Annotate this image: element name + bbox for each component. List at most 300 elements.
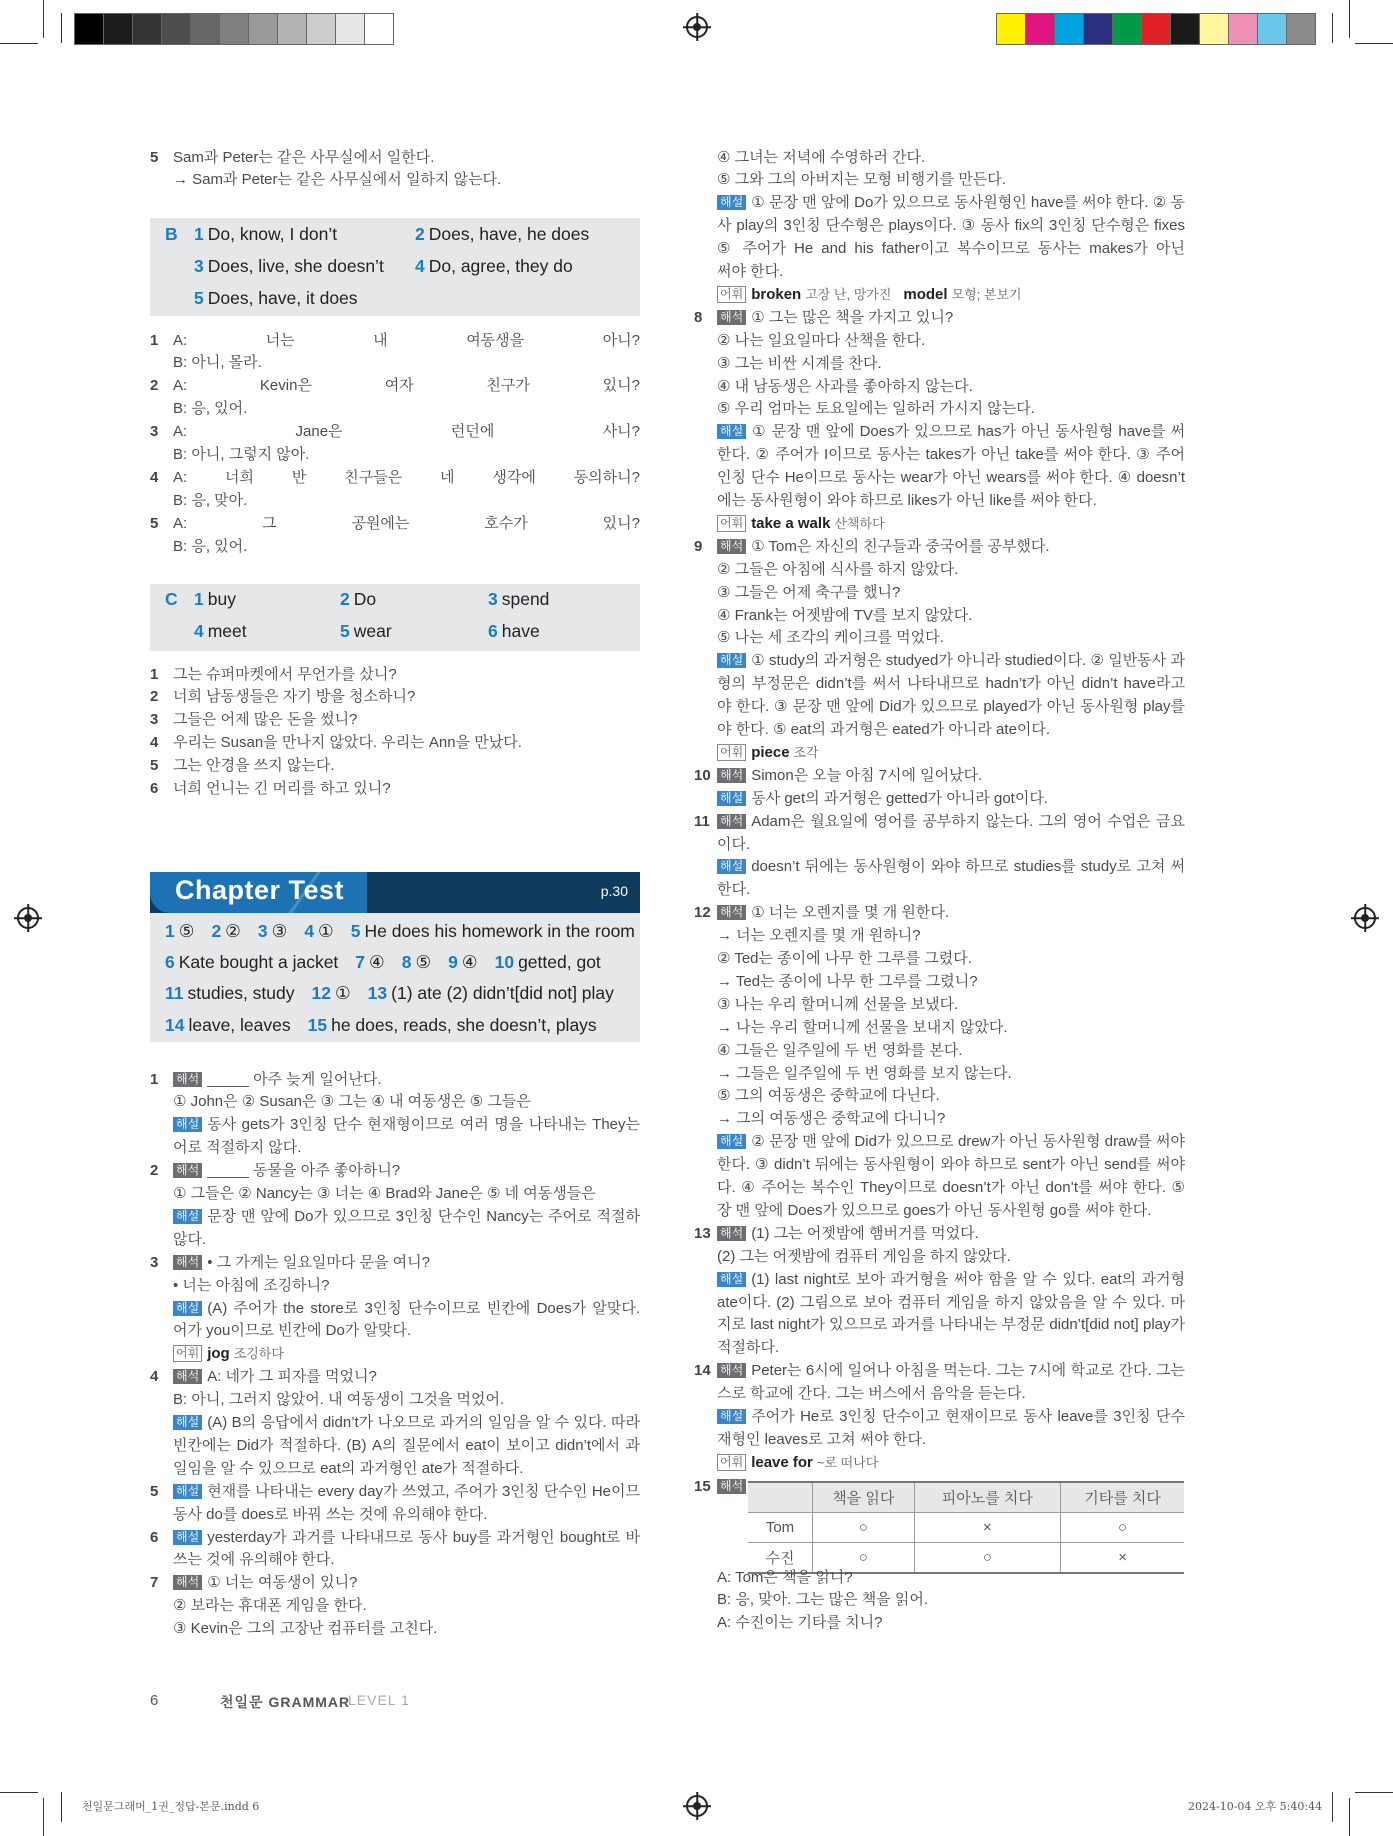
text-line (150, 1527, 640, 1550)
text-line (694, 696, 1185, 719)
text-line (694, 673, 1185, 696)
text-line (694, 559, 1185, 582)
line-text: ⑤ 나는 세 조각의 케이크를 먹었다. (717, 629, 944, 647)
crop-mark (61, 13, 62, 43)
answer-number: 15 (307, 1014, 328, 1035)
translation-tag: 해석 (717, 1226, 746, 1241)
text-line (694, 1154, 1185, 1177)
line-text: Peter는 6시에 일어나 아침을 먹는다. 그는 7시에 학교로 간다. 그는 (751, 1362, 1185, 1380)
text-line (694, 1108, 1185, 1131)
answer (165, 983, 295, 1003)
line-text: ⑤ 그와 그의 아버지는 모형 비행기를 만든다. (717, 171, 1006, 189)
line-text: 너희 남동생들은 자기 방을 청소하니? (173, 688, 416, 706)
line-text: → 그들은 일주일에 두 번 영화를 보지 않는다. (717, 1064, 1012, 1082)
answer-number: 7 (355, 952, 366, 973)
answer (308, 1015, 597, 1035)
line-text: ② Ted는 종이에 나무 한 그루를 그렸다. (717, 950, 972, 968)
line-text: ① 문장 맨 앞에 Do가 있으므로 동사원형인 have를 써야 한다. ② 동 (751, 194, 1185, 212)
answer (194, 589, 236, 610)
answer-text: getted, got (518, 952, 601, 973)
text-line (694, 215, 1185, 238)
crop-mark (1332, 1792, 1333, 1822)
explanation-tag: 해설 (717, 195, 746, 210)
answer (415, 256, 573, 277)
item-number: 3 (150, 1253, 159, 1271)
explanation-tag: 해설 (717, 1409, 746, 1424)
line-text: 빈칸에는 Did가 적절하다. (B) A의 질문에서 eat이 보이고 didn’t에서 과 (173, 1436, 640, 1454)
crop-mark (1349, 1798, 1350, 1836)
line-text: ③ 나는 우리 할머니께 선물을 보냈다. (717, 995, 959, 1013)
color-swatch (1258, 14, 1287, 44)
answer-text: Do, know, I don’t (207, 224, 338, 244)
answer (415, 224, 589, 245)
text-line (150, 1114, 640, 1137)
answer-number: 5 (194, 288, 204, 308)
line-text: ② 보라는 휴대폰 게임을 한다. (173, 1597, 367, 1615)
answer-text: He does his homework in the room (364, 921, 635, 941)
vocab-gloss: 조깅하다 (233, 1346, 284, 1362)
text-line (150, 1206, 640, 1229)
line-text: ① 너는 여동생이 있니? (207, 1574, 358, 1592)
line-text: ⑤ 우리 엄마는 토요일에는 일하러 가시지 않는다. (717, 400, 1035, 418)
answer-text: studies, study (187, 983, 295, 1004)
answer (448, 952, 477, 972)
text-line (150, 467, 640, 490)
translation-tag: 해석 (717, 905, 746, 920)
text-line (150, 1252, 640, 1275)
color-swatch (1229, 14, 1258, 44)
line-text: 현재를 나타내는 every day가 쓰였고, 주어가 3인칭 단수인 He이므 (207, 1482, 640, 1500)
text-line (694, 627, 1185, 650)
answer (194, 621, 247, 642)
text-line (694, 376, 1185, 399)
translation-tag: 해석 (173, 1575, 202, 1590)
answer-text: (1) ate (2) didn’t[did not] play (391, 983, 614, 1004)
answer-text: Kate bought a jacket (178, 952, 339, 973)
text-line (694, 1017, 1185, 1040)
text-line (150, 1595, 640, 1618)
text-line (150, 1435, 640, 1458)
translation-tag: 해석 (717, 310, 746, 325)
answer (165, 921, 194, 941)
color-swatch (1200, 14, 1229, 44)
explanation-tag: 해설 (717, 1134, 746, 1149)
line-text: 지로 last night가 있으므로 과거를 나타내는 부정문 didn’t[did not] play가 (717, 1316, 1185, 1334)
line-text: ④ Frank는 어젯밤에 TV를 보지 않았다. (717, 606, 973, 624)
line-text: 동사 gets가 3인칭 단수 현재형이므로 여러 명을 나타내는 They는 (207, 1116, 640, 1134)
answer-row (165, 921, 652, 942)
translation-tag: 해석 (717, 1363, 746, 1378)
explanation-tag: 해설 (173, 1415, 202, 1430)
vocabulary-tag: 어휘 (717, 286, 746, 303)
answer-number: 14 (165, 1014, 185, 1035)
line-text: (2) 그는 어젯밤에 컴퓨터 게임을 하지 않았다. (717, 1247, 1011, 1265)
text-line (150, 1298, 640, 1321)
item-number: 1 (150, 1070, 159, 1088)
table-row (748, 1513, 1184, 1543)
answer-text: ④ (461, 952, 478, 973)
registration-mark-icon (686, 16, 708, 38)
item-number: 13 (694, 1224, 711, 1242)
registration-mark-icon (1354, 907, 1376, 929)
answer-text: spend (501, 589, 550, 609)
text-line (694, 1063, 1185, 1086)
line-text: 장 맨 앞에 Does가 있으므로 goes가 아닌 동사원형 go를 써야 한다. (717, 1201, 1152, 1219)
answer-number: 1 (194, 589, 204, 609)
grayscale-swatch (75, 14, 104, 44)
answer (495, 952, 601, 972)
answer-number: 3 (488, 589, 498, 609)
text-line (150, 664, 640, 687)
line-text: A: 너희 반 친구들은 네 생각에 동의하니? (173, 468, 640, 486)
answer-text: Do (353, 589, 377, 609)
answer-number: 6 (488, 621, 498, 641)
text-line (150, 1481, 640, 1504)
line-text: 이다. (717, 835, 751, 853)
line-text: ① Tom은 자신의 친구들과 중국어를 공부했다. (751, 537, 1050, 555)
grayscale-swatch (191, 14, 220, 44)
text-line (150, 755, 640, 778)
text-line (694, 444, 1185, 467)
line-text: ate이다. (2) 그림으로 보아 컴퓨터 게임을 하지 않았음을 알 수 있다. 마 (717, 1293, 1185, 1311)
text-line (694, 605, 1185, 628)
vocab-word: piece (751, 743, 790, 761)
line-text: 다. ④ 주어는 복수인 They이므로 doesn’t가 아닌 don’t를 써야 한다. ⑤ (717, 1179, 1185, 1197)
translation-tag: 해석 (717, 814, 746, 829)
line-text: 그는 슈퍼마켓에서 무언가를 샀니? (173, 665, 397, 683)
book-level: LEVEL 1 (348, 1692, 410, 1708)
text-line (150, 732, 640, 755)
table-cell: × (914, 1513, 1061, 1543)
answer (402, 952, 431, 972)
text-line (694, 1337, 1185, 1360)
color-swatch (1055, 14, 1084, 44)
row-label: 수진 (748, 1543, 813, 1574)
text-line (694, 765, 1185, 788)
line-text: ④ 그들은 일주일에 두 번 영화를 본다. (717, 1041, 963, 1059)
answer-text: Do, agree, they do (428, 256, 573, 276)
section-letter: B (165, 224, 178, 244)
text-line (694, 1131, 1185, 1154)
activity-table (748, 1481, 1184, 1574)
line-text: → Ted는 종이에 나무 한 그루를 그렸니? (717, 972, 978, 990)
explanation-tag: 해설 (173, 1301, 202, 1316)
line-text: 너희 언니는 긴 머리를 하고 있니? (173, 780, 391, 798)
text-line (694, 353, 1185, 376)
translation-tag: 해석 (173, 1163, 202, 1178)
line-text: (1) last night로 보아 과거형을 써야 함을 알 수 있다. eat의 과거형 (751, 1270, 1185, 1288)
answer-number: 1 (194, 224, 204, 244)
line-text: 야 한다. ③ 문장 맨 앞에 Did가 있으므로 played가 아닌 동사원형 play를 (717, 698, 1185, 716)
item-number: 1 (150, 331, 159, 349)
page-reference: p.30 (600, 883, 628, 899)
exercise-c-translations (150, 664, 640, 801)
text-line (694, 330, 1185, 353)
item-number: 10 (694, 766, 711, 784)
dialogue-line: A: Tom은 책을 읽니? (717, 1568, 853, 1586)
translation-tag: 해석 (717, 1479, 746, 1494)
line-text: Simon은 오늘 아침 7시에 일어났다. (751, 766, 983, 784)
explanation-tag: 해설 (717, 859, 746, 874)
item-number: 6 (150, 1528, 159, 1546)
text-line (150, 1069, 640, 1092)
grayscale-swatch (162, 14, 191, 44)
line-text: ① 너는 오렌지를 몇 개 원한다. (751, 904, 950, 922)
text-line (150, 169, 640, 192)
vocab-gloss: ~로 떠나다 (816, 1454, 879, 1470)
answer-number: 5 (350, 921, 361, 941)
item-number: 9 (694, 537, 703, 555)
line-text: 재형인 leaves로 고쳐 써야 한다. (717, 1430, 927, 1448)
line-text: 동사 do를 does로 바꿔 쓰는 것에 유의해야 한다. (173, 1505, 488, 1523)
explanation-tag: 해설 (717, 424, 746, 439)
answer-number: 9 (448, 952, 458, 973)
answer (211, 921, 240, 941)
line-text: • 너는 아침에 조깅하니? (173, 1276, 330, 1294)
table-header-row (748, 1482, 1184, 1513)
answer (340, 621, 392, 642)
line-text: ② 나는 일요일마다 산책을 한다. (717, 331, 926, 349)
explanation-tag: 해설 (173, 1530, 202, 1545)
item-15-label (694, 1476, 754, 1499)
answer (304, 921, 333, 941)
color-swatch (1287, 14, 1315, 44)
answer-number: 3 (194, 256, 204, 276)
answer (258, 921, 287, 941)
book-title: 천일문 GRAMMAR (220, 1694, 351, 1710)
line-text: → 그의 여동생은 중학교에 다니니? (717, 1110, 946, 1128)
explanation-tag: 해설 (717, 653, 746, 668)
text-line (150, 686, 640, 709)
line-text: ① 문장 맨 앞에 Does가 있으므로 has가 아닌 동사원형 have를 써 (751, 423, 1185, 441)
column-header: 피아노를 치다 (914, 1482, 1061, 1513)
line-text: 한다. ② 주어가 I이므로 동사는 takes가 아닌 take를 써야 한다. ③ 주어 (717, 446, 1185, 464)
answer-text: Does, have, he does (428, 224, 590, 244)
text-line (694, 994, 1185, 1017)
vocabulary-tag: 어휘 (717, 515, 746, 532)
table-cell: ○ (813, 1543, 915, 1574)
answer-text: ③ (271, 921, 288, 941)
line-text: ③ 그는 비싼 시계를 찬다. (717, 354, 882, 372)
text-line (150, 444, 640, 467)
item-number: 5 (150, 148, 159, 166)
item-number: 12 (694, 904, 711, 922)
line-text: ⑤ 주어가 He and his father이고 복수이므로 동사는 makes가 아닌 (717, 240, 1185, 258)
registration-mark-icon (686, 1795, 708, 1817)
answer-text: ⑤ (178, 921, 195, 941)
answer-row (165, 983, 631, 1004)
text-line (150, 1137, 640, 1160)
line-text: ① study의 과거형은 studyed가 아니라 studied이다. ② 일반동사 과 (751, 652, 1185, 670)
text-line (150, 490, 640, 513)
text-line (694, 1429, 1185, 1452)
item-number: 2 (150, 377, 159, 395)
line-text: (A) B의 응답에서 didn’t가 나오므로 과거의 일임을 알 수 있다. 따라 (207, 1414, 640, 1432)
line-text: 한다. ③ didn’t 뒤에는 동사원형이 와야 하므로 sent가 아닌 send를 써야 (717, 1156, 1185, 1174)
slug-filename: 천일문그래머_1권_정답-본문.indd 6 (82, 1800, 260, 1813)
line-text: (A) 주어가 the store로 3인칭 단수이므로 빈칸에 Does가 알맞다. (207, 1299, 640, 1317)
text-line (694, 971, 1185, 994)
line-text: 문장 맨 앞에 Do가 있으므로 3인칭 단수인 Nancy는 주어로 적절하 (207, 1207, 640, 1225)
answer-text: Does, live, she doesn’t (207, 256, 384, 276)
text-line (150, 536, 640, 559)
line-text: 사 play의 3인칭 단수형은 plays이다. ③ 동사 fix의 3인칭 단수형은 fixes (717, 217, 1185, 235)
text-line (694, 1085, 1185, 1108)
line-text: 써야 한다. (717, 262, 784, 280)
text-line (694, 1040, 1185, 1063)
line-text: ③ 그들은 어제 축구를 했니? (717, 583, 901, 601)
item-number: 3 (150, 711, 159, 729)
line-text: Sam과 Peter는 같은 사무실에서 일한다. (173, 148, 435, 166)
line-text: 적절하다. (717, 1339, 780, 1357)
text-line (694, 1223, 1185, 1246)
line-text: 형의 부정문은 didn’t를 써서 나타내므로 hadn’t가 아닌 didn’t have라고 (717, 675, 1185, 693)
item-number: 8 (694, 308, 703, 326)
vocabulary-line (150, 1343, 640, 1366)
line-text: ① 그들은 ② Nancy는 ③ 너는 ④ Brad와 Jane은 ⑤ 네 여동생들은 (173, 1185, 596, 1203)
text-line (150, 709, 640, 732)
line-text: A: 그 공원에는 호수가 있니? (173, 514, 640, 532)
chapter-test-explanations-right (694, 147, 1185, 1475)
vocab-word: jog (207, 1345, 230, 1363)
answer-number: 5 (340, 621, 350, 641)
line-text: 쓰는 것에 유의해야 한다. (173, 1551, 335, 1569)
text-line (694, 1360, 1185, 1383)
vocab-gloss: 고장 난, 망가진 (805, 286, 892, 302)
answer (165, 952, 338, 972)
line-text: → 나는 우리 할머니께 선물을 보내지 않았다. (717, 1018, 1008, 1036)
vocabulary-line (694, 284, 1185, 307)
line-text: ② 문장 맨 앞에 Did가 있으므로 drew가 아닌 동사원형 draw를 써야 (751, 1133, 1185, 1151)
text-line (150, 1275, 640, 1298)
text-line (694, 582, 1185, 605)
answer (368, 983, 614, 1003)
translation-tag: 해석 (717, 768, 746, 783)
crop-mark (1332, 13, 1333, 43)
line-text: B: 아니, 몰라. (173, 354, 262, 372)
text-line (694, 834, 1185, 857)
text-line (150, 513, 640, 536)
line-text: 그들은 어제 많은 돈을 썼니? (173, 711, 358, 729)
row-label: Tom (748, 1513, 813, 1543)
line-text: A: Jane은 런던에 사니? (173, 423, 640, 441)
line-text: 우리는 Susan을 만나지 않았다. 우리는 Ann을 만났다. (173, 734, 522, 752)
answer-number: 4 (415, 256, 425, 276)
slug-timestamp: 2024-10-04 오후 5:40:44 (1188, 1800, 1323, 1813)
color-swatch (1113, 14, 1142, 44)
text-line (694, 925, 1185, 948)
item-number: 15 (694, 1478, 711, 1495)
explanation-tag: 해설 (173, 1484, 202, 1499)
answer (355, 952, 384, 972)
text-line (694, 147, 1185, 170)
line-text: ④ 내 남동생은 사과를 좋아하지 않는다. (717, 377, 973, 395)
line-text: A: Kevin은 여자 친구가 있니? (173, 377, 640, 395)
vocab-gloss: 모형; 본보기 (951, 286, 1022, 302)
line-text: 일임을 알 수 있으므로 eat의 과거형인 ate가 적절하다. (173, 1459, 524, 1477)
answer-number: 10 (494, 952, 515, 973)
page-number: 6 (150, 1692, 159, 1709)
answer-number: 8 (401, 952, 412, 973)
exercise-b-translations (150, 330, 640, 559)
item-number: 4 (150, 468, 159, 486)
grayscale-swatch (336, 14, 365, 44)
color-swatch (1171, 14, 1200, 44)
translation-tag: 해석 (173, 1072, 202, 1087)
crop-mark (1355, 1792, 1393, 1793)
vocabulary-line (694, 1452, 1185, 1475)
table-cell: × (1061, 1543, 1184, 1574)
vocab-word: take a walk (751, 514, 831, 532)
text-line (694, 811, 1185, 834)
answer (194, 288, 358, 309)
answer (194, 256, 384, 277)
text-line (150, 1572, 640, 1595)
text-line (694, 421, 1185, 444)
text-line (150, 1183, 640, 1206)
text-line (150, 1618, 640, 1641)
explanation-tag: 해설 (173, 1209, 202, 1224)
line-text: 어로 적절하지 않다. (173, 1139, 302, 1157)
line-text: ① John은 ② Susan은 ③ 그는 ④ 내 여동생은 ⑤ 그들은 (173, 1093, 531, 1111)
answer-number: 4 (304, 921, 315, 941)
translation-tag: 해석 (717, 539, 746, 554)
item-number: 11 (694, 812, 710, 830)
chapter-test-title: Chapter Test (175, 875, 345, 905)
item-number: 2 (150, 688, 159, 706)
item-number: 2 (150, 1162, 159, 1180)
line-text: B: 응, 있어. (173, 537, 248, 555)
answer-number: 3 (257, 921, 268, 941)
crop-mark (43, 1798, 44, 1836)
grayscale-swatch (220, 14, 249, 44)
text-line (150, 1504, 640, 1527)
text-line (150, 330, 640, 353)
item-number: 14 (694, 1362, 711, 1380)
color-swatch (1084, 14, 1113, 44)
crop-mark (0, 1792, 38, 1793)
text-line (694, 856, 1185, 879)
text-line (694, 1314, 1185, 1337)
dialogue-line: A: 수진이는 기타를 치니? (717, 1614, 883, 1632)
line-text: B: 아니, 그러지 않았어. 내 여동생이 그것을 먹었어. (173, 1391, 505, 1409)
table-cell: ○ (813, 1513, 915, 1543)
line-text: doesn’t 뒤에는 동사원형이 와야 하므로 studies를 study로 고쳐 써 (751, 858, 1185, 876)
answer (165, 1015, 291, 1035)
text-line (694, 902, 1185, 925)
vocab-word: leave for (751, 1453, 813, 1471)
line-text: A: 너는 내 여동생을 아니? (173, 331, 640, 349)
answer-text: ① (318, 921, 334, 941)
answer-text: Does, have, it does (207, 288, 358, 308)
registration-mark-icon (17, 907, 39, 929)
crop-mark (1349, 0, 1350, 38)
line-text: 스로 학교에 간다. 그는 버스에서 음악을 듣는다. (717, 1385, 1026, 1403)
exercise-a-item (150, 147, 640, 193)
answer-box-b (150, 218, 640, 316)
text-line (694, 879, 1185, 902)
explanation-tag: 해설 (173, 1117, 202, 1132)
item-number: 3 (150, 423, 159, 441)
vocab-word: broken (751, 285, 802, 303)
color-swatch (1026, 14, 1055, 44)
line-text: (1) 그는 어젯밤에 햄버거를 먹었다. (751, 1224, 979, 1242)
text-line (694, 719, 1185, 742)
chapter-test-header (150, 872, 640, 913)
vocab-word: model (903, 285, 948, 303)
explanation-tag: 해설 (717, 791, 746, 806)
text-line (150, 778, 640, 801)
